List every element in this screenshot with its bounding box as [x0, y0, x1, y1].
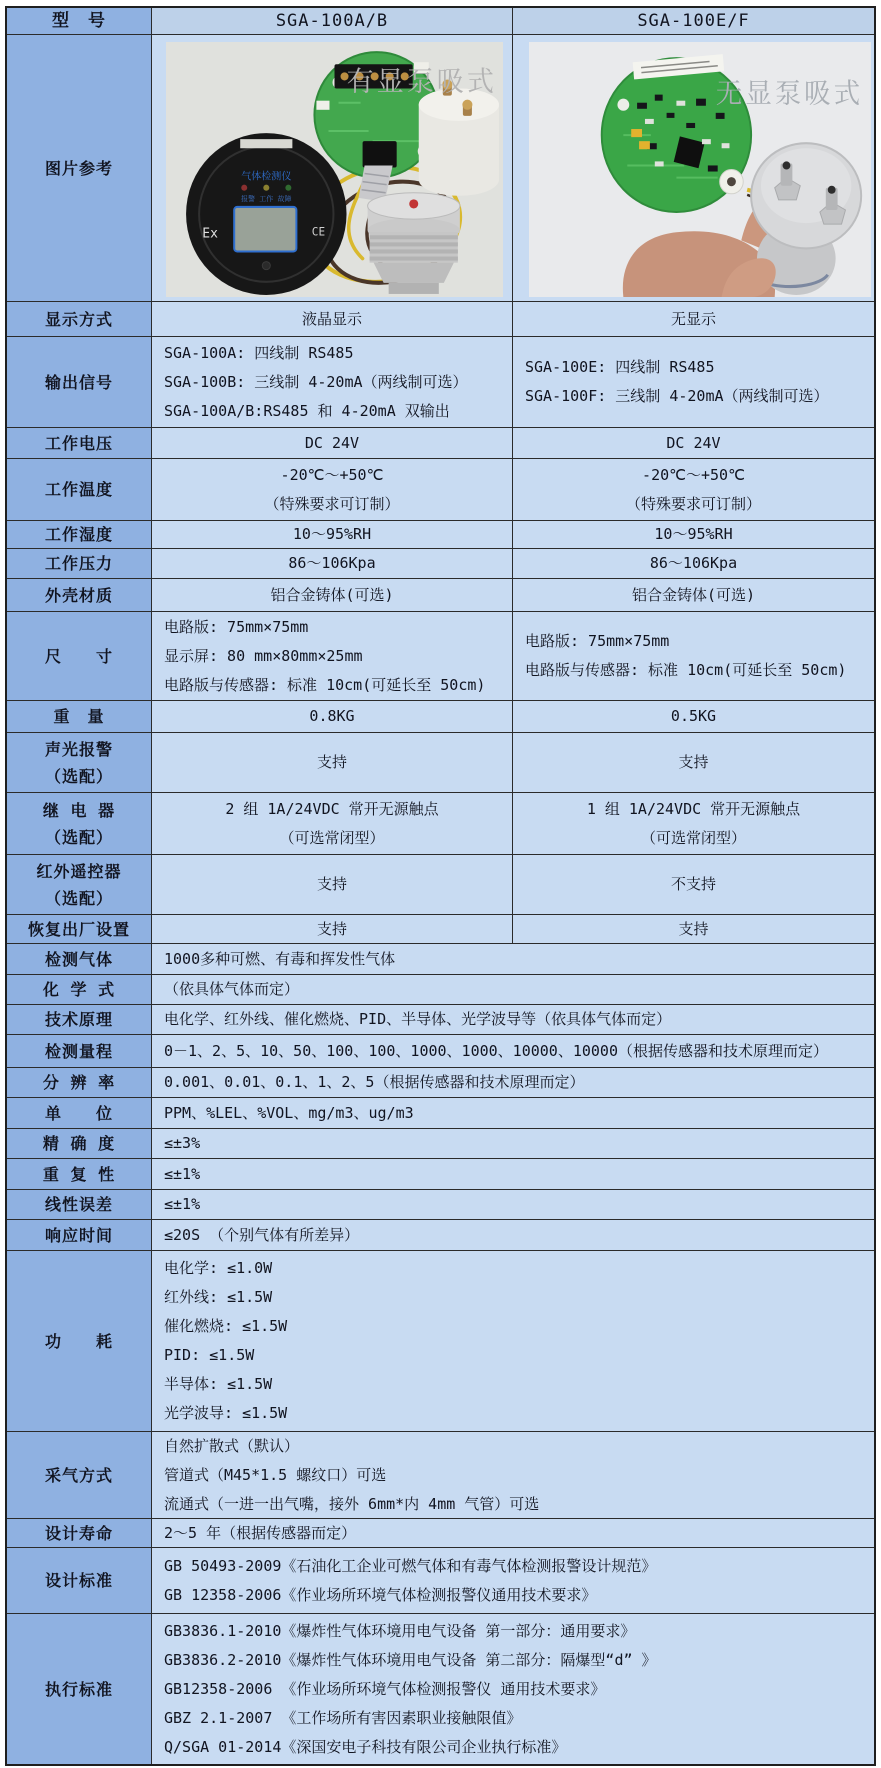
cell-text: 电路版与传感器: 标准 10cm(可延长至 50cm)	[164, 675, 486, 694]
spec-row-resolution	[7, 1068, 874, 1098]
row-label-ir-remote	[7, 855, 152, 914]
spec-row-ir-remote	[7, 855, 874, 915]
cell-model-sga100ab	[152, 8, 513, 34]
label-text: 工作湿度	[44, 525, 113, 544]
cell-weight-sga100ef	[513, 701, 874, 732]
cell-linearity-error	[152, 1190, 874, 1219]
spec-row-audible-visual-alarm	[7, 733, 874, 793]
row-label-linearity-error	[7, 1190, 152, 1219]
cell-text: （特殊要求可订制）	[264, 494, 400, 513]
label-text: 红外遥控器	[36, 861, 122, 881]
label-text: 显示方式	[44, 309, 113, 329]
cell-text: GB 12358-2006《作业场所环境气体检测报警仪通用技术要求》	[164, 1585, 597, 1604]
cell-text: 显示屏: 80 mm×80mm×25mm	[164, 646, 363, 665]
cell-text: 支持	[316, 919, 347, 938]
cell-working-pressure-sga100ab	[152, 549, 513, 578]
label-text: 线性误差	[44, 1195, 113, 1214]
row-label-technology-principle	[7, 1005, 152, 1034]
cell-working-voltage-sga100ef	[513, 428, 874, 458]
row-label-audible-visual-alarm	[7, 733, 152, 792]
cell-text: 0.5KG	[670, 707, 717, 725]
spec-row-response-time	[7, 1220, 874, 1251]
row-label-working-voltage	[7, 428, 152, 458]
row-label-power-consumption	[7, 1251, 152, 1431]
cell-output-signal-sga100ab	[152, 337, 513, 427]
spec-row-repeatability	[7, 1159, 874, 1190]
row-label-relay	[7, 793, 152, 854]
spec-table	[5, 6, 876, 1766]
cell-text: 2 组 1A/24VDC 常开无源触点	[225, 799, 439, 818]
cell-text: PID: ≤1.5W	[164, 1346, 255, 1364]
cell-model-sga100ef	[513, 8, 874, 34]
row-label-working-pressure	[7, 549, 152, 578]
cell-text: 0－1、2、5、10、50、100、100、1000、1000、10000、10000（根据传感器和技术原理而定）	[164, 1041, 828, 1060]
spec-row-design-life	[7, 1519, 874, 1548]
cell-working-pressure-sga100ef	[513, 549, 874, 578]
label-text: 重 复 性	[42, 1164, 116, 1184]
row-label-display-mode	[7, 302, 152, 336]
row-label-repeatability	[7, 1159, 152, 1189]
cell-text: SGA-100A/B:RS485 和 4-20mA 双输出	[164, 401, 450, 420]
cell-text: 流通式（一进一出气嘴，接外 6mm*内 4mm 气管）可选	[164, 1494, 540, 1513]
label-text: 型 号	[52, 10, 106, 31]
cell-ir-remote-sga100ef	[513, 855, 874, 914]
cell-text: 电路版: 75mm×75mm	[164, 617, 309, 636]
cell-text: 支持	[316, 875, 347, 893]
spec-row-relay	[7, 793, 874, 855]
spec-row-housing-material	[7, 579, 874, 612]
row-label-resolution	[7, 1068, 152, 1097]
product-photo-sga100ef	[529, 42, 871, 297]
cell-text: 86～106Kpa	[288, 554, 376, 572]
row-label-model	[7, 8, 152, 34]
cell-text: GB3836.2-2010《爆炸性气体环境用电气设备 第二部分：隔爆型“d” 》	[164, 1650, 657, 1669]
label-text: 设计标准	[44, 1571, 113, 1590]
cell-relay-sga100ab	[152, 793, 513, 854]
row-label-design-life	[7, 1519, 152, 1547]
cell-text: 铝合金铸体(可选)	[270, 585, 394, 604]
label-text: 技术原理	[44, 1010, 113, 1029]
detector-led-labels: 报警 工作 故障	[241, 193, 292, 203]
cell-chemical-formula	[152, 975, 874, 1004]
cell-weight-sga100ab	[152, 701, 513, 732]
cell-text: SGA-100E/F	[637, 10, 750, 31]
cell-text: 支持	[678, 753, 709, 771]
label-text: 化 学 式	[42, 980, 116, 999]
cell-text: 电路版: 75mm×75mm	[525, 632, 670, 650]
watermark-pump-with-display: 有显泵吸式	[346, 66, 497, 98]
cell-output-signal-sga100ef	[513, 337, 874, 427]
cell-text: 光学波导: ≤1.5W	[164, 1404, 288, 1422]
cell-technology-principle	[152, 1005, 874, 1034]
label-text: 工作温度	[44, 480, 113, 499]
label-text: 功 耗	[44, 1331, 113, 1351]
spec-row-technology-principle	[7, 1005, 874, 1035]
cell-audible-visual-alarm-sga100ab	[152, 733, 513, 792]
spec-row-working-pressure	[7, 549, 874, 579]
cell-display-mode-sga100ab	[152, 302, 513, 336]
detector-title: 气体检测仪	[241, 171, 292, 183]
cell-factory-reset-sga100ef	[513, 915, 874, 943]
cell-text: （可选常闭型）	[640, 828, 746, 847]
cell-text: ≤±1%	[164, 1164, 201, 1183]
cell-dimensions-sga100ef	[513, 612, 874, 700]
cell-text: Q/SGA 01-2014《深国安电子科技有限公司企业执行标准》	[164, 1737, 567, 1756]
cell-text: SGA-100F: 三线制 4-20mA（两线制可选）	[525, 387, 829, 405]
cell-accuracy	[152, 1129, 874, 1158]
cell-photo-reference-sga100ab	[152, 35, 513, 301]
spec-row-photo-reference	[7, 35, 874, 302]
label-text: 恢复出厂设置	[27, 919, 130, 939]
cell-housing-material-sga100ab	[152, 579, 513, 611]
cell-text: PPM、%LEL、%VOL、mg/m3、ug/m3	[164, 1103, 414, 1122]
cell-working-temperature-sga100ab	[152, 459, 513, 520]
cell-text: 半导体: ≤1.5W	[164, 1375, 273, 1393]
watermark-pump-no-display: 无显泵吸式	[715, 78, 864, 110]
spec-row-accuracy	[7, 1129, 874, 1159]
row-label-housing-material	[7, 579, 152, 611]
cell-text: 1000多种可燃、有毒和挥发性气体	[164, 949, 396, 968]
label-text: 分 辨 率	[42, 1073, 116, 1092]
row-label-output-signal	[7, 337, 152, 427]
spec-row-linearity-error	[7, 1190, 874, 1220]
cell-text: 0.001、0.01、0.1、1、2、5（根据传感器和技术原理而定）	[164, 1073, 585, 1091]
spec-row-power-consumption	[7, 1251, 874, 1432]
cell-text: GB12358-2006 《作业场所环境气体检测报警仪 通用技术要求》	[164, 1679, 606, 1698]
cell-text: （可选常闭型）	[279, 828, 385, 847]
cell-text: 1 组 1A/24VDC 常开无源触点	[586, 799, 801, 818]
cell-resolution	[152, 1068, 874, 1097]
cell-units	[152, 1098, 874, 1128]
spec-row-detectable-gases	[7, 944, 874, 975]
row-label-detectable-gases	[7, 944, 152, 974]
row-label-units	[7, 1098, 152, 1128]
cell-text: 红外线: ≤1.5W	[164, 1288, 273, 1306]
cell-text: 液晶显示	[301, 309, 362, 328]
label-text: 检测气体	[44, 949, 113, 969]
spec-row-executive-standards	[7, 1614, 874, 1764]
spec-row-display-mode	[7, 302, 874, 337]
row-label-executive-standards	[7, 1614, 152, 1764]
cell-sampling-method	[152, 1432, 874, 1518]
row-label-accuracy	[7, 1129, 152, 1158]
cell-text: 支持	[678, 919, 709, 938]
cell-working-voltage-sga100ab	[152, 428, 513, 458]
spec-row-units	[7, 1098, 874, 1129]
cell-text: 自然扩散式（默认）	[164, 1436, 300, 1455]
row-label-dimensions	[7, 612, 152, 700]
cell-design-standards	[152, 1548, 874, 1613]
cell-text: 10～95%RH	[292, 525, 372, 543]
row-label-working-temperature	[7, 459, 152, 520]
cell-text: SGA-100A/B	[275, 10, 389, 31]
spec-row-design-standards	[7, 1548, 874, 1614]
cell-design-life	[152, 1519, 874, 1547]
label-text: 输出信号	[44, 372, 113, 392]
cell-text: 0.8KG	[309, 707, 355, 725]
spec-row-weight	[7, 701, 874, 733]
cell-text: -20℃～+50℃	[280, 465, 384, 484]
cell-text: 电化学、红外线、催化燃烧、PID、半导体、光学波导等（依具体气体而定）	[164, 1010, 672, 1028]
label-text: 设计寿命	[44, 1523, 113, 1543]
cell-text: SGA-100B: 三线制 4-20mA（两线制可选）	[164, 372, 468, 391]
label-text: 图片参考	[44, 158, 113, 178]
row-label-working-humidity	[7, 521, 152, 548]
cell-ir-remote-sga100ab	[152, 855, 513, 914]
lcd-screen	[234, 207, 296, 252]
label-text: 尺 寸	[44, 646, 113, 666]
cell-text: （依具体气体而定）	[164, 980, 300, 998]
ce-mark: CE	[311, 225, 326, 239]
cell-text: GBZ 2.1-2007 《工作场所有害因素职业接触限值》	[164, 1708, 522, 1727]
spec-row-output-signal	[7, 337, 874, 428]
spec-row-dimensions	[7, 612, 874, 701]
row-label-chemical-formula	[7, 975, 152, 1004]
cell-detectable-gases	[152, 944, 874, 974]
cell-text: SGA-100A: 四线制 RS485	[164, 343, 354, 362]
cell-text: 不支持	[670, 875, 716, 893]
label-text: 工作电压	[44, 433, 113, 453]
cell-text: 86～106Kpa	[649, 554, 738, 572]
cell-text: 10～95%RH	[654, 525, 733, 543]
cell-display-mode-sga100ef	[513, 302, 874, 336]
label-text: 执行标准	[44, 1679, 113, 1699]
label-text: 响应时间	[44, 1225, 113, 1245]
cell-working-humidity-sga100ef	[513, 521, 874, 548]
cell-text: 铝合金铸体(可选)	[631, 585, 756, 604]
row-label-factory-reset	[7, 915, 152, 943]
label-text: 单 位	[44, 1103, 113, 1123]
cell-text: ≤20S （个别气体有所差异）	[164, 1225, 360, 1244]
cell-text: 电路版与传感器: 标准 10cm(可延长至 50cm)	[525, 661, 847, 679]
label-text: （选配）	[44, 888, 113, 908]
cell-working-temperature-sga100ef	[513, 459, 874, 520]
label-text: 精 确 度	[42, 1134, 116, 1153]
label-text: （选配）	[44, 766, 113, 786]
spec-row-sampling-method	[7, 1432, 874, 1519]
row-label-weight	[7, 701, 152, 732]
cell-text: 电化学: ≤1.0W	[164, 1259, 273, 1277]
product-photo-sga100ab	[166, 42, 503, 297]
cell-relay-sga100ef	[513, 793, 874, 854]
row-label-response-time	[7, 1220, 152, 1250]
cell-repeatability	[152, 1159, 874, 1189]
cell-text: SGA-100E: 四线制 RS485	[525, 358, 715, 376]
cell-dimensions-sga100ab	[152, 612, 513, 700]
cell-text: GB3836.1-2010《爆炸性气体环境用电气设备 第一部分：通用要求》	[164, 1621, 636, 1640]
cell-text: DC 24V	[304, 433, 360, 452]
cell-text: ≤±1%	[164, 1195, 201, 1213]
cell-text: 管道式（M45*1.5 螺纹口）可选	[164, 1465, 387, 1484]
spec-row-working-voltage	[7, 428, 874, 459]
label-text: 重 量	[53, 707, 105, 726]
cell-detection-range	[152, 1035, 874, 1067]
label-text: 外壳材质	[44, 585, 113, 605]
cell-text: GB 50493-2009《石油化工企业可燃气体和有毒气体检测报警设计规范》	[164, 1556, 657, 1575]
cell-text: 催化燃烧: ≤1.5W	[164, 1317, 288, 1335]
cell-text: 2～5 年（根据传感器而定）	[164, 1523, 357, 1542]
label-text: （选配）	[44, 827, 113, 847]
row-label-sampling-method	[7, 1432, 152, 1518]
cell-housing-material-sga100ef	[513, 579, 874, 611]
cell-text: -20℃～+50℃	[642, 465, 745, 484]
row-label-photo-reference	[7, 35, 152, 301]
spec-row-working-temperature	[7, 459, 874, 521]
ex-mark: Ex	[202, 226, 218, 242]
spec-row-factory-reset	[7, 915, 874, 944]
cell-working-humidity-sga100ab	[152, 521, 513, 548]
cell-text: ≤±3%	[164, 1134, 201, 1152]
row-label-design-standards	[7, 1548, 152, 1613]
gas-detector-device	[186, 133, 346, 295]
cell-photo-reference-sga100ef	[513, 35, 874, 301]
label-text: 工作压力	[44, 554, 113, 573]
cell-text: 支持	[316, 753, 347, 771]
label-text: 检测量程	[44, 1041, 113, 1061]
spec-row-detection-range	[7, 1035, 874, 1068]
label-text: 继 电 器	[42, 800, 116, 820]
cell-factory-reset-sga100ab	[152, 915, 513, 943]
cell-executive-standards	[152, 1614, 874, 1764]
row-label-detection-range	[7, 1035, 152, 1067]
spec-row-chemical-formula	[7, 975, 874, 1005]
spec-row-working-humidity	[7, 521, 874, 549]
label-text: 采气方式	[44, 1465, 113, 1485]
label-text: 声光报警	[44, 739, 113, 759]
cell-power-consumption	[152, 1251, 874, 1431]
cell-text: DC 24V	[666, 433, 721, 452]
cell-audible-visual-alarm-sga100ef	[513, 733, 874, 792]
spec-row-model	[7, 8, 874, 35]
cell-response-time	[152, 1220, 874, 1250]
cell-text: 无显示	[670, 309, 716, 328]
cell-text: （特殊要求可订制）	[625, 494, 761, 513]
